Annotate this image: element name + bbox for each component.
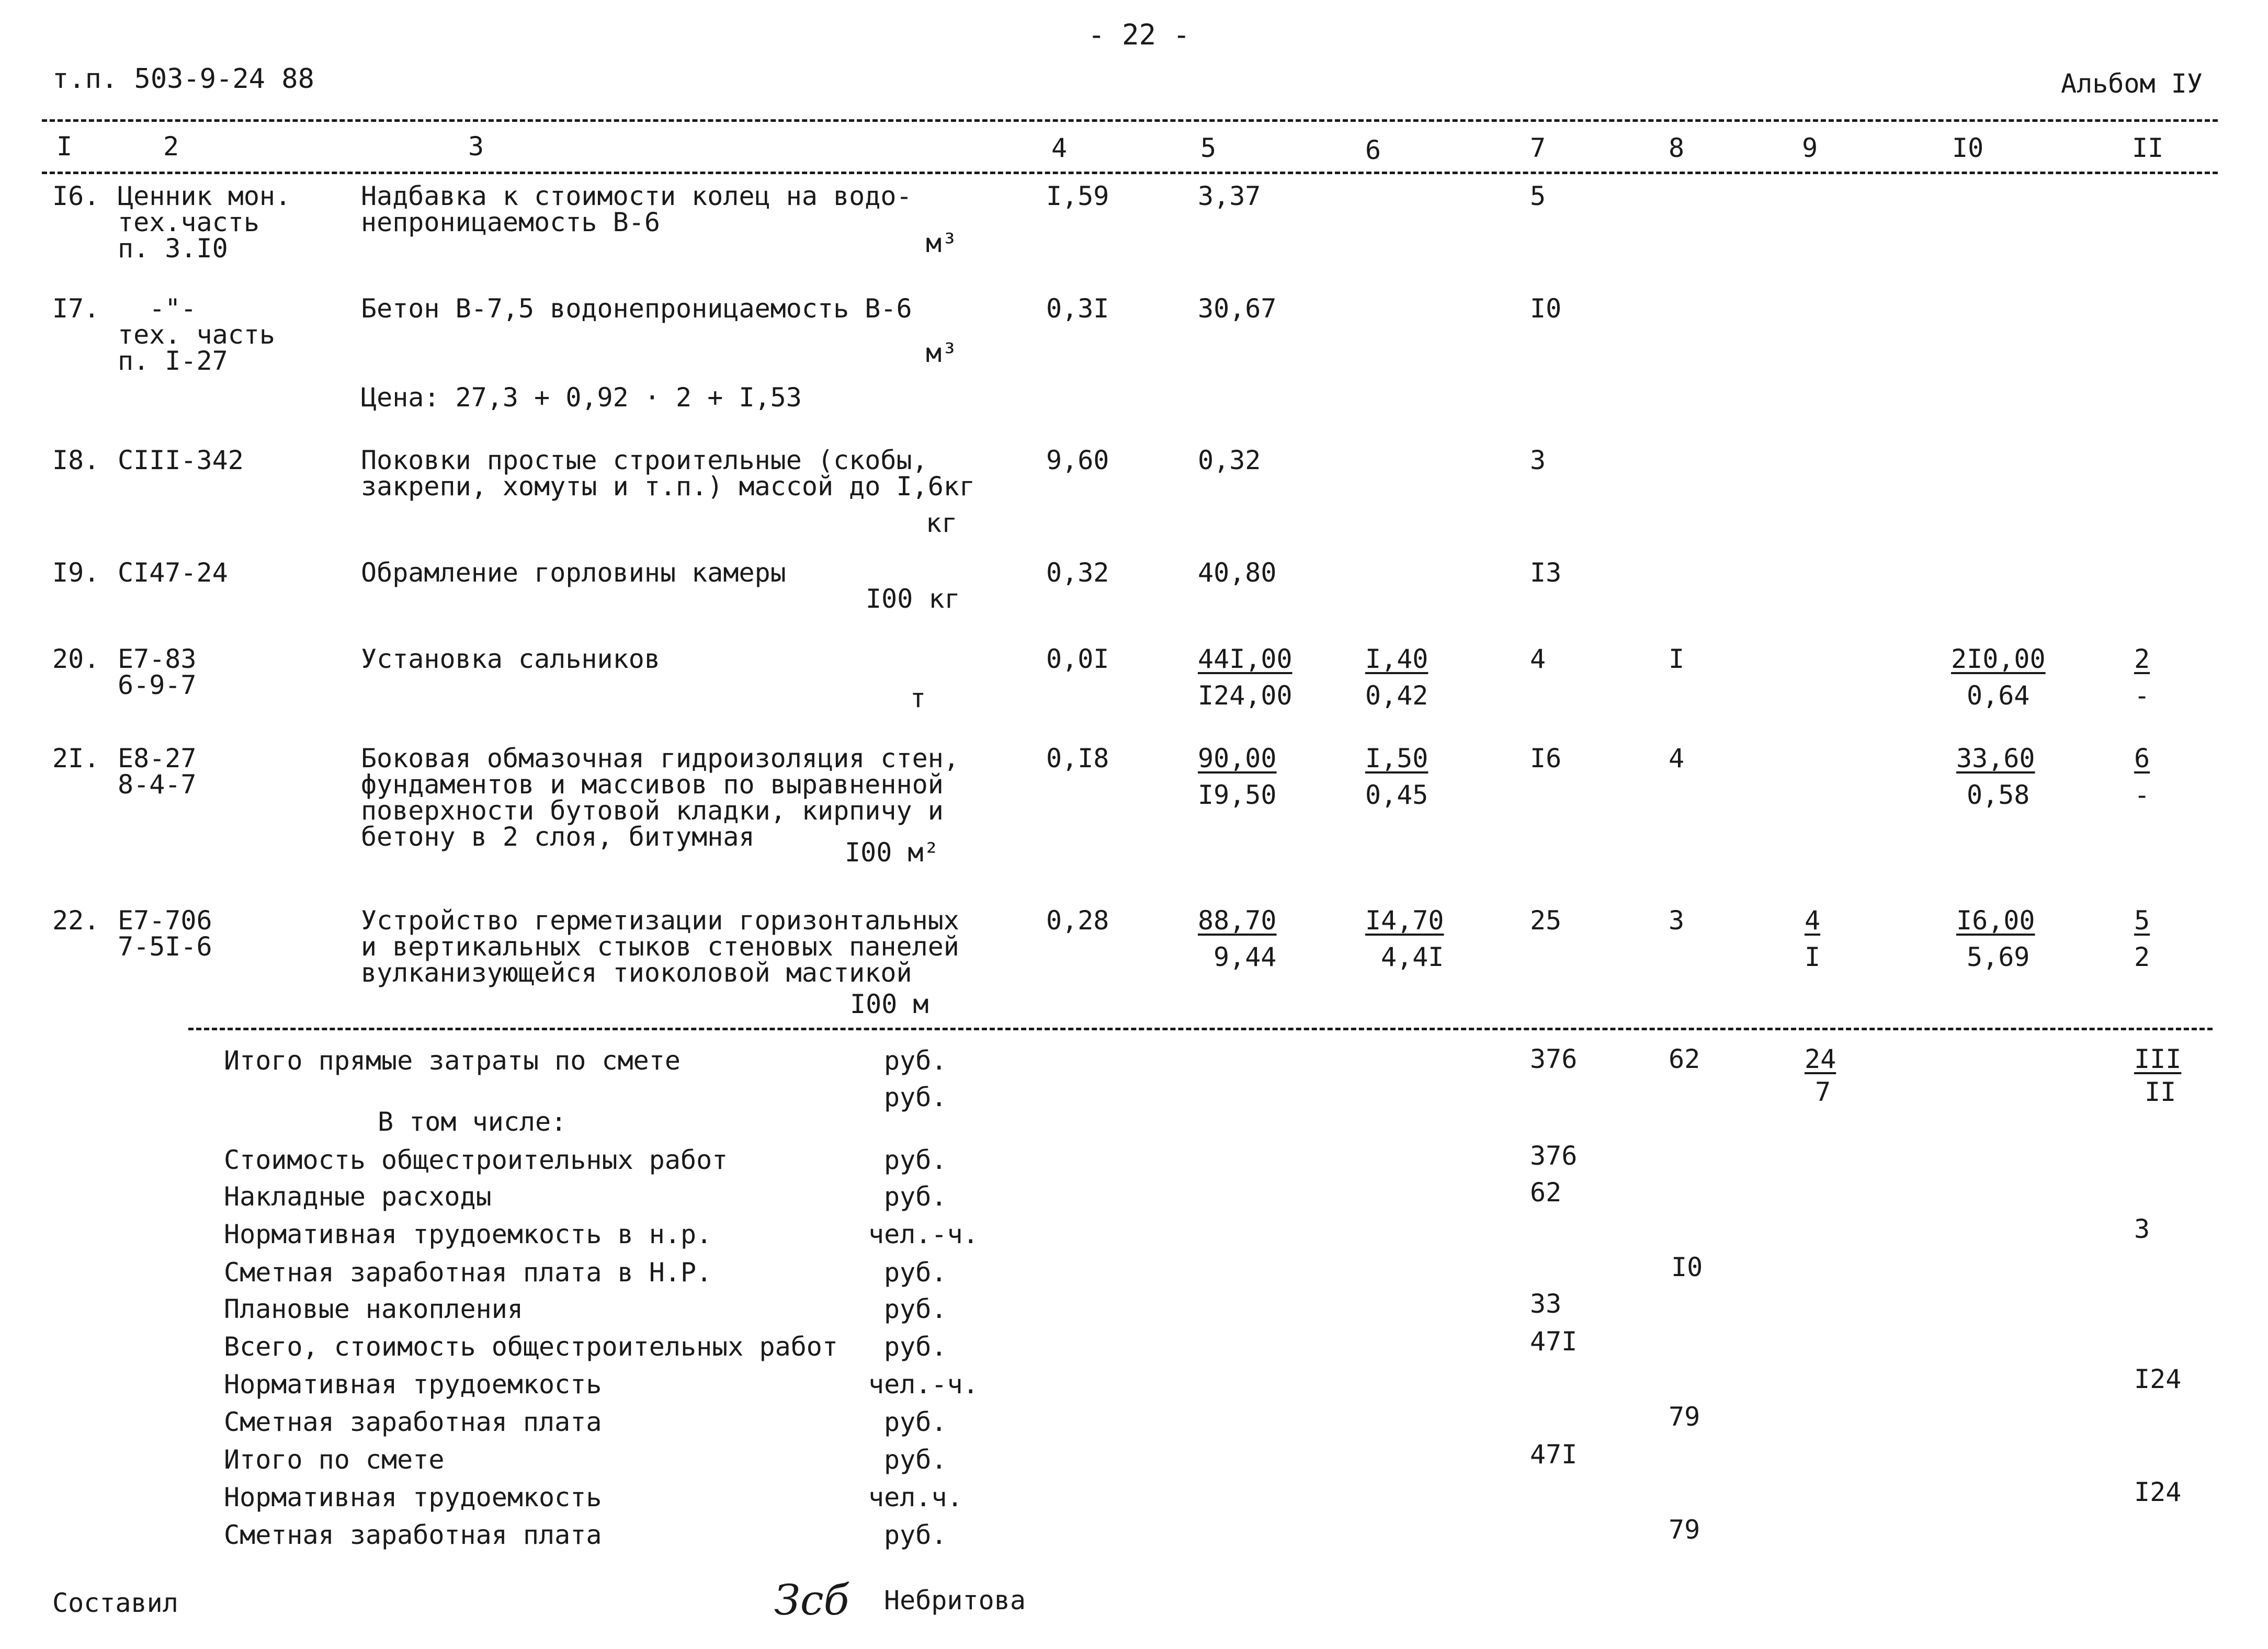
work-description: Боковая обмазочная гидроизоляция стен, фундаментов и массивов по выравненной поверхности бутовой кладки, кирпичу и бетону в 2 слоя, битумная (361, 743, 959, 852)
rate-code: Ценник мон. тех.часть п. 3.I0 (118, 181, 291, 264)
summary-total-cost: 376 (1530, 1141, 1578, 1171)
unit-cost-wages: I9,50 (1198, 780, 1277, 810)
summary-label: Итого прямые затраты по смете (224, 1045, 681, 1076)
labor-total-machinists: - (2134, 680, 2150, 711)
summary-labor: 3 (2134, 1214, 2150, 1244)
summary-unit: руб. (884, 1294, 947, 1324)
summary-label: Стоимость общестроительных работ (224, 1145, 728, 1175)
row-number: 2I. (52, 743, 100, 774)
column-header: II (2132, 133, 2164, 163)
row-number: 22. (52, 905, 100, 936)
price-note: Цена: 27,3 + 0,92 · 2 + I,53 (361, 382, 802, 413)
quantity: 0,3I (1046, 293, 1109, 324)
summary-label: Нормативная трудоемкость (224, 1369, 602, 1400)
unit-cost-wages: 9,44 (1214, 942, 1277, 972)
row-number: I8. (52, 445, 100, 475)
summary-unit: руб. (884, 1082, 947, 1112)
signature: Зсб (774, 1576, 849, 1624)
labor-total: 5 (2134, 905, 2150, 936)
summary-total-wages: 79 (1669, 1402, 1700, 1432)
summary-labor-sub: II (2145, 1077, 2176, 1107)
labor-total-machinists: 2 (2134, 942, 2150, 972)
summary-label: Плановые накопления (224, 1294, 523, 1324)
rate-code: СIII-342 (118, 445, 244, 475)
machine-wages: 0,45 (1365, 780, 1428, 810)
total-cost: 4 (1530, 644, 1546, 674)
summary-total-wages: I0 (1671, 1252, 1703, 1282)
unit-of-measure: кг (926, 508, 958, 538)
summary-label: Накладные расходы (224, 1181, 492, 1212)
work-description: Надбавка к стоимости колец на водо- непроницаемость В-6 (361, 181, 912, 237)
total-wages: I (1669, 644, 1685, 674)
quantity: 9,60 (1046, 445, 1109, 475)
machine-cost: I,50 (1365, 743, 1428, 774)
quantity: 0,28 (1046, 905, 1109, 936)
total-cost: I3 (1530, 558, 1562, 588)
row-number: I6. (52, 181, 100, 211)
column-header: 5 (1200, 133, 1217, 163)
compiler-name: Небритова (884, 1585, 1026, 1616)
summary-unit: руб. (884, 1332, 947, 1362)
column-header: 9 (1802, 133, 1818, 163)
summary-subheading: В том числе: (378, 1107, 567, 1137)
summary-total-cost: 47I (1530, 1439, 1578, 1470)
machine-cost: I,40 (1365, 644, 1428, 674)
summary-unit: руб. (884, 1181, 947, 1212)
work-description: Устройство герметизации горизонтальных и вертикальных стыков стеновых панелей вулканизующейся тиоколовой мастикой (361, 905, 959, 988)
total-wages: 4 (1669, 743, 1685, 774)
summary-label: Всего, стоимость общестроительных работ (224, 1332, 838, 1362)
summary-label: Нормативная трудоемкость в н.р. (224, 1219, 712, 1249)
summary-label: Итого по смете (224, 1445, 445, 1475)
summary-total-wages: 79 (1669, 1515, 1700, 1545)
rate-code: СI47-24 (118, 558, 228, 588)
labor-total: 6 (2134, 743, 2150, 774)
labor-total: 2 (2134, 644, 2150, 674)
summary-labor: I24 (2134, 1364, 2182, 1394)
total-cost: I0 (1530, 293, 1562, 324)
unit-of-measure: I00 м² (845, 837, 939, 868)
rate-code: Е8-27 8-4-7 (118, 743, 197, 800)
total-cost: 3 (1530, 445, 1546, 475)
total-cost: 5 (1530, 181, 1546, 211)
machine-wages-total: 4 (1805, 905, 1821, 936)
project-code: т.п. 503-9-24 88 (52, 63, 314, 95)
summary-unit: руб. (884, 1520, 947, 1550)
column-header: 2 (163, 131, 179, 162)
column-header: 3 (468, 131, 484, 162)
rate-code: Е7-706 7-5I-6 (118, 905, 212, 962)
unit-cost: 3,37 (1198, 181, 1261, 211)
summary-total-cost: 62 (1530, 1177, 1562, 1208)
unit-of-measure: I00 м (850, 989, 929, 1019)
column-header: 7 (1530, 133, 1546, 163)
total-cost: I6 (1530, 743, 1562, 774)
unit-of-measure: м³ (926, 338, 958, 368)
unit-cost: 30,67 (1198, 293, 1277, 324)
machine-wages: 4,4I (1381, 942, 1444, 972)
summary-labor: I24 (2134, 1477, 2182, 1507)
rate-code: -"- тех. часть п. I-27 (118, 293, 276, 376)
summary-label: Сметная заработная плата (224, 1407, 602, 1437)
quantity: I,59 (1046, 181, 1109, 211)
summary-label: Сметная заработная плата (224, 1520, 602, 1550)
quantity: 0,32 (1046, 558, 1109, 588)
unit-cost: 44I,00 (1198, 644, 1292, 674)
summary-total-wages: 62 (1669, 1044, 1700, 1074)
summary-unit: руб. (884, 1045, 947, 1076)
unit-of-measure: м³ (926, 228, 958, 258)
header-rule-top (42, 119, 2218, 122)
total-cost: 25 (1530, 905, 1562, 936)
summary-label: Сметная заработная плата в Н.Р. (224, 1257, 712, 1288)
labor-unit: 33,60 (1956, 743, 2035, 774)
labor-total-machinists: - (2134, 780, 2150, 810)
album-label: Альбом IУ (2061, 69, 2203, 99)
summary-unit: чел.-ч. (868, 1219, 979, 1249)
summary-unit: чел.ч. (868, 1482, 963, 1512)
work-description: Бетон В-7,5 водонепроницаемость В-6 (361, 293, 912, 324)
summary-labor: III (2134, 1044, 2182, 1074)
summary-total-cost: 47I (1530, 1326, 1578, 1357)
column-header: 8 (1669, 133, 1685, 163)
row-number: 20. (52, 644, 100, 674)
machine-cost: I4,70 (1365, 905, 1444, 936)
summary-rule (188, 1028, 2213, 1030)
work-description: Установка сальников (361, 644, 660, 674)
labor-unit-machinists: 5,69 (1967, 942, 2030, 972)
column-header: I (56, 131, 73, 162)
compiled-by-label: Составил (52, 1588, 178, 1618)
page-number: - 22 - (1088, 18, 1190, 51)
unit-cost-wages: I24,00 (1198, 680, 1292, 711)
summary-unit: чел.-ч. (868, 1369, 979, 1400)
column-header: 6 (1365, 135, 1381, 165)
summary-total-cost: 376 (1530, 1044, 1578, 1074)
machine-wages-total-sub: I (1805, 942, 1821, 972)
work-description: Поковки простые строительные (скобы, закрепи, хомуты и т.п.) массой до I,6кг (361, 445, 975, 502)
quantity: 0,0I (1046, 644, 1109, 674)
work-description: Обрамление горловины камеры (361, 558, 786, 588)
unit-cost: 88,70 (1198, 905, 1277, 936)
column-header: 4 (1051, 133, 1068, 163)
summary-machine-wages-sub: 7 (1815, 1077, 1831, 1107)
labor-unit-machinists: 0,64 (1967, 680, 2030, 711)
labor-unit-machinists: 0,58 (1967, 780, 2030, 810)
rate-code: Е7-83 6-9-7 (118, 644, 197, 700)
summary-machine-wages: 24 (1805, 1044, 1836, 1074)
summary-unit: руб. (884, 1145, 947, 1175)
summary-unit: руб. (884, 1257, 947, 1288)
unit-cost: 90,00 (1198, 743, 1277, 774)
row-number: I7. (52, 293, 100, 324)
labor-unit: 2I0,00 (1951, 644, 2046, 674)
unit-cost: 0,32 (1198, 445, 1261, 475)
header-rule-bottom (42, 172, 2218, 174)
row-number: I9. (52, 558, 100, 588)
unit-of-measure: т (910, 683, 926, 713)
unit-of-measure: I00 кг (866, 584, 960, 614)
summary-label: Нормативная трудоемкость (224, 1482, 602, 1512)
total-wages: 3 (1669, 905, 1685, 936)
unit-cost: 40,80 (1198, 558, 1277, 588)
summary-total-cost: 33 (1530, 1289, 1562, 1319)
summary-unit: руб. (884, 1445, 947, 1475)
summary-unit: руб. (884, 1407, 947, 1437)
column-header: I0 (1952, 133, 1984, 163)
quantity: 0,I8 (1046, 743, 1109, 774)
machine-wages: 0,42 (1365, 680, 1428, 711)
labor-unit: I6,00 (1956, 905, 2035, 936)
